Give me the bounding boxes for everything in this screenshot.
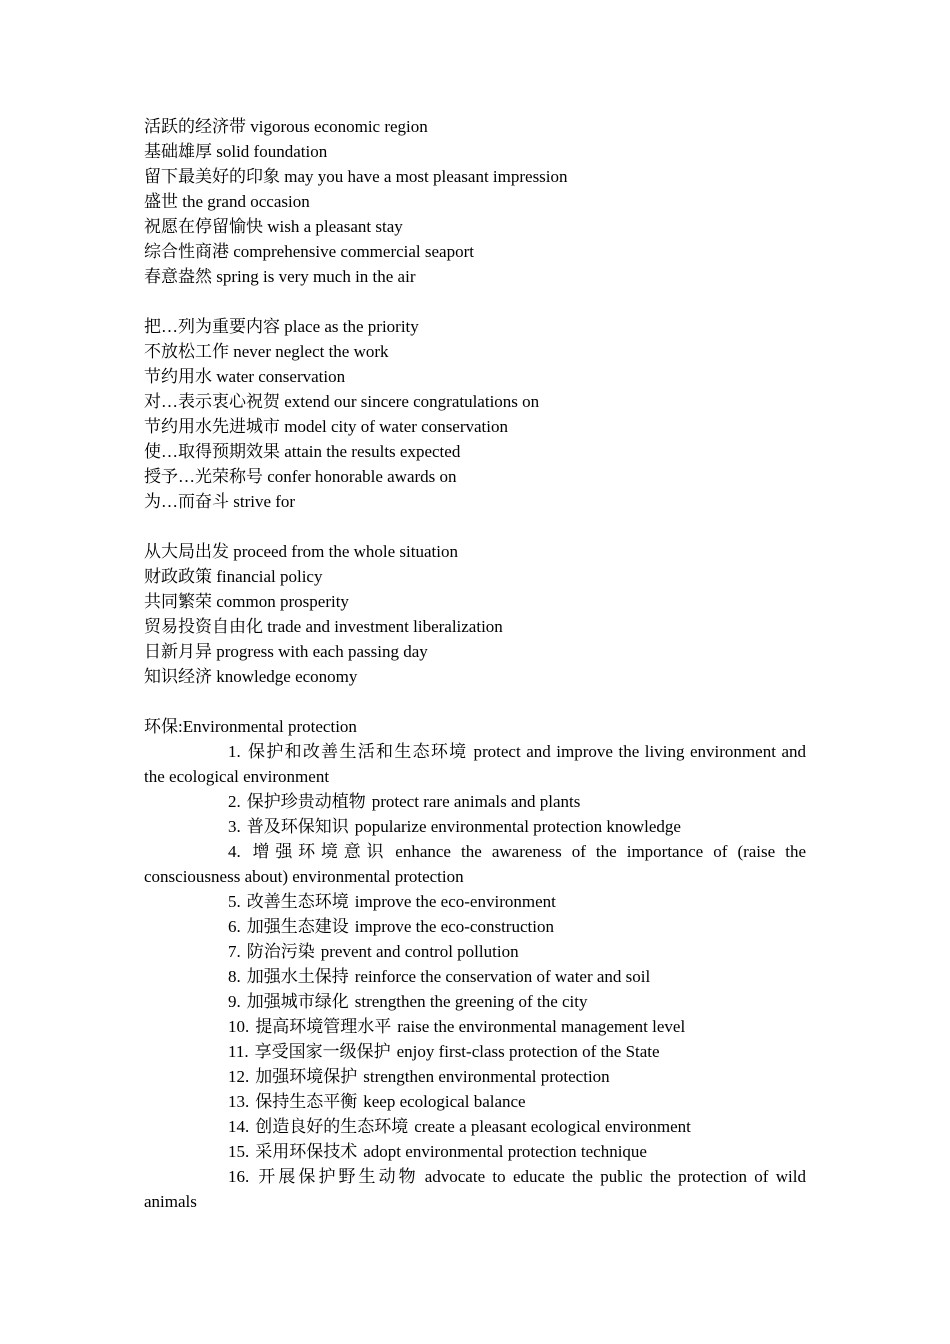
list-item: 1. 保护和改善生活和生态环境 protect and improve the living environment and the ecological environment — [144, 742, 807, 786]
list-item: 10. 提高环境管理水平 raise the environmental management level — [228, 1017, 686, 1036]
list-item: 6. 加强生态建设 improve the eco-construction — [228, 917, 554, 936]
environment-list — [144, 739, 806, 1214]
phrase-group-2 — [144, 314, 806, 514]
list-item: 7. 防治污染 prevent and control pollution — [228, 942, 519, 961]
phrase-line: 财政政策 financial policy — [144, 567, 323, 586]
list-item: 12. 加强环境保护 strengthen environmental protection — [228, 1067, 610, 1086]
phrase-line: 共同繁荣 common prosperity — [144, 592, 349, 611]
list-item: 16. 开展保护野生动物 advocate to educate the public the protection of wild animals — [144, 1167, 806, 1211]
phrase-group-3 — [144, 539, 806, 689]
phrase-line: 不放松工作 never neglect the work — [144, 342, 389, 361]
phrase-line: 知识经济 knowledge economy — [144, 667, 358, 686]
list-item: 5. 改善生态环境 improve the eco-environment — [228, 892, 556, 911]
phrase-line: 授予…光荣称号 confer honorable awards on — [144, 467, 457, 486]
phrase-line: 对…表示衷心祝贺 extend our sincere congratulations on — [144, 392, 540, 411]
list-item: 4. 增强环境意识 enhance the awareness of the importance of (raise the consciousness about) environmental protection — [144, 842, 807, 886]
list-item: 3. 普及环保知识 popularize environmental protection knowledge — [228, 817, 681, 836]
phrase-line: 节约用水先进城市 model city of water conservation — [144, 417, 509, 436]
phrase-line: 把…列为重要内容 place as the priority — [144, 317, 419, 336]
phrase-line: 为…而奋斗 strive for — [144, 492, 296, 511]
list-item: 2. 保护珍贵动植物 protect rare animals and plants — [228, 792, 581, 811]
phrase-group-1 — [144, 114, 806, 289]
phrase-line: 盛世 the grand occasion — [144, 192, 310, 211]
phrase-line: 日新月异 progress with each passing day — [144, 642, 428, 661]
paragraph-gap — [144, 289, 806, 314]
list-item: 8. 加强水土保持 reinforce the conservation of water and soil — [228, 967, 651, 986]
paragraph-gap — [144, 514, 806, 539]
section-heading: 环保:Environmental protection — [144, 717, 357, 736]
phrase-line: 使…取得预期效果 attain the results expected — [144, 442, 461, 461]
list-item: 14. 创造良好的生态环境 create a pleasant ecological environment — [228, 1117, 691, 1136]
phrase-line: 从大局出发 proceed from the whole situation — [144, 542, 458, 561]
phrase-line: 祝愿在停留愉快 wish a pleasant stay — [144, 217, 403, 236]
phrase-line: 春意盎然 spring is very much in the air — [144, 267, 416, 286]
phrase-line: 综合性商港 comprehensive commercial seaport — [144, 242, 474, 261]
list-item: 13. 保持生态平衡 keep ecological balance — [228, 1092, 526, 1111]
phrase-line: 节约用水 water conservation — [144, 367, 346, 386]
document-page — [144, 114, 806, 1214]
phrase-line: 活跃的经济带 vigorous economic region — [144, 117, 428, 136]
phrase-line: 留下最美好的印象 may you have a most pleasant impression — [144, 167, 568, 186]
phrase-line: 基础雄厚 solid foundation — [144, 142, 328, 161]
list-item: 15. 采用环保技术 adopt environmental protection technique — [228, 1142, 647, 1161]
list-item: 9. 加强城市绿化 strengthen the greening of the city — [228, 992, 588, 1011]
list-item: 11. 享受国家一级保护 enjoy first-class protection of the State — [228, 1042, 660, 1061]
phrase-line: 贸易投资自由化 trade and investment liberalization — [144, 617, 503, 636]
paragraph-gap — [144, 689, 806, 714]
